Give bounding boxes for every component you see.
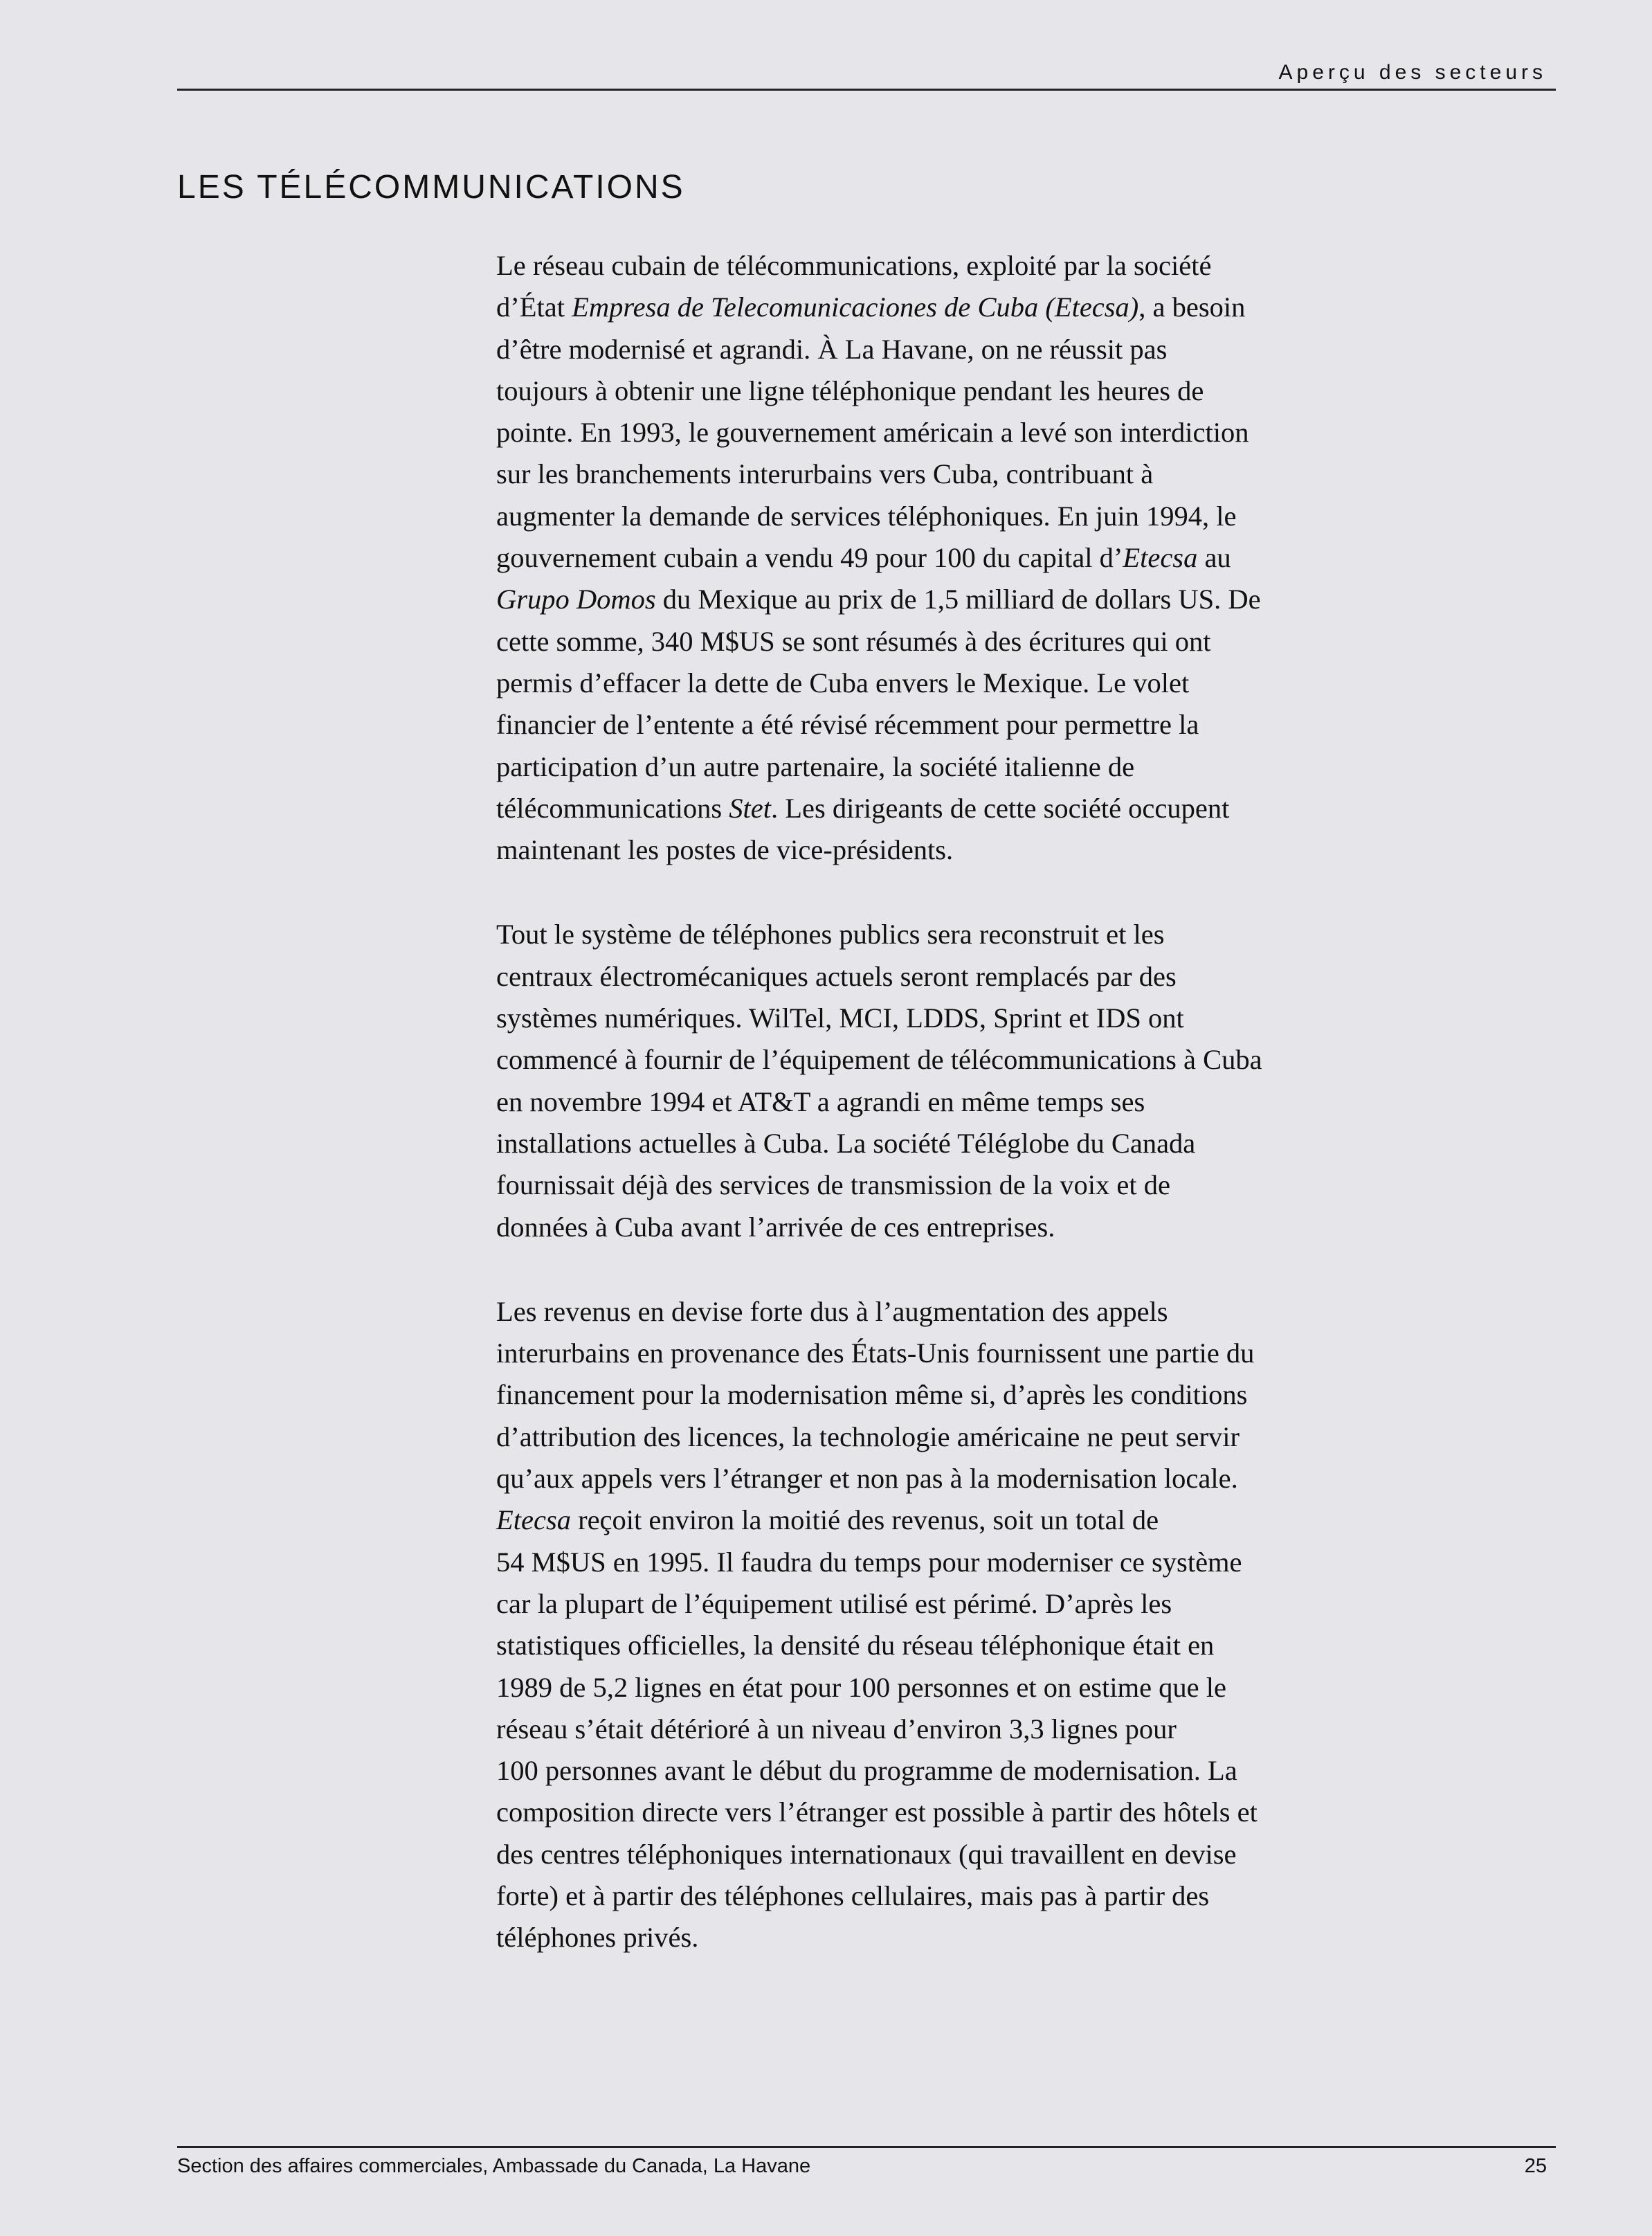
text-run: centraux électromécaniques actuels seront remplacés par des	[496, 960, 1177, 992]
text-run: financement pour la modernisation même si, d’après les conditions	[496, 1379, 1248, 1411]
text-run: téléphones privés.	[496, 1922, 699, 1954]
text-run: interurbains en provenance des États-Unis fournissent une partie du	[496, 1337, 1255, 1369]
text-run: systèmes numériques. WilTel, MCI, LDDS, Sprint et IDS ont	[496, 1002, 1184, 1034]
text-run: Le réseau cubain de télécommunications, exploité par la société	[496, 250, 1212, 281]
text-line	[496, 1542, 1451, 1583]
text-run: augmenter la demande de services téléphoniques. En juin 1994, le	[496, 500, 1237, 532]
section-heading: LES TÉLÉCOMMUNICATIONS	[177, 169, 685, 206]
running-header: Aperçu des secteurs	[1278, 61, 1547, 84]
text-line	[496, 662, 1451, 704]
italic-text: Stet	[729, 792, 772, 824]
text-run: cette somme, 340 M$US se sont résumés à des écritures qui ont	[496, 625, 1211, 657]
text-run: financier de l’entente a été révisé récemment pour permettre la	[496, 709, 1199, 741]
text-line	[496, 829, 1451, 871]
page-number: 25	[1524, 2155, 1547, 2177]
text-run: au	[1197, 542, 1231, 574]
footer-source: Section des affaires commerciales, Ambassade du Canada, La Havane	[177, 2155, 811, 2177]
text-run: , a besoin	[1138, 291, 1246, 323]
text-run: car la plupart de l’équipement utilisé est périmé. D’après les	[496, 1587, 1172, 1619]
text-run: en novembre 1994 et AT&T a agrandi en même temps ses	[496, 1085, 1145, 1117]
text-line	[496, 621, 1451, 662]
text-run: reçoit environ la moitié des revenus, soit un total de	[570, 1504, 1159, 1536]
text-run: permis d’effacer la dette de Cuba envers le Mexique. Le volet	[496, 667, 1190, 698]
text-run: Les revenus en devise forte dus à l’augmentation des appels	[496, 1295, 1168, 1327]
text-line	[496, 1458, 1451, 1499]
text-line	[496, 956, 1451, 998]
text-run: participation d’un autre partenaire, la société italienne de	[496, 750, 1135, 782]
text-line	[496, 1708, 1451, 1750]
text-run: du Mexique au prix de 1,5 milliard de dollars US. De	[655, 584, 1261, 615]
text-line	[496, 1123, 1451, 1164]
text-run: gouvernement cubain a vendu 49 pour 100 du capital d’	[496, 542, 1123, 574]
text-run: 1989 de 5,2 lignes en état pour 100 personnes et on estime que le	[496, 1671, 1226, 1703]
text-run: réseau s’était détérioré à un niveau d’environ 3,3 lignes pour	[496, 1713, 1177, 1744]
text-line	[496, 704, 1451, 746]
text-run: toujours à obtenir une ligne téléphonique pendant les heures de	[496, 375, 1204, 406]
text-line	[496, 370, 1451, 412]
body-text	[496, 245, 1451, 2002]
text-run: d’être modernisé et agrandi. À La Havane, on ne réussit pas	[496, 333, 1168, 365]
text-line	[496, 453, 1451, 495]
text-line	[496, 1081, 1451, 1123]
text-line	[496, 245, 1451, 287]
paragraph-1	[496, 245, 1451, 871]
text-line	[496, 788, 1451, 829]
paragraph-2	[496, 914, 1451, 1247]
text-run: 100 personnes avant le début du programme de modernisation. La	[496, 1755, 1237, 1787]
footer-rule	[177, 2146, 1556, 2148]
text-line	[496, 1667, 1451, 1708]
text-line	[496, 1625, 1451, 1666]
text-line	[496, 1039, 1451, 1081]
text-line	[496, 1750, 1451, 1792]
text-run: forte) et à partir des téléphones cellulaires, mais pas à partir des	[496, 1879, 1210, 1911]
text-line	[496, 746, 1451, 788]
text-run: installations actuelles à Cuba. La société Téléglobe du Canada	[496, 1127, 1196, 1159]
text-line	[496, 1207, 1451, 1248]
text-line	[496, 1834, 1451, 1875]
text-line	[496, 287, 1451, 328]
text-run: qu’aux appels vers l’étranger et non pas à la modernisation locale.	[496, 1463, 1238, 1495]
text-line	[496, 1333, 1451, 1374]
text-run: télécommunications	[496, 792, 729, 824]
text-line	[496, 1374, 1451, 1416]
text-run: maintenant les postes de vice-présidents.	[496, 834, 954, 866]
text-line	[496, 1917, 1451, 1958]
text-line	[496, 412, 1451, 453]
text-run: composition directe vers l’étranger est possible à partir des hôtels et	[496, 1796, 1258, 1828]
text-run: . Les dirigeants de cette société occupent	[771, 792, 1230, 824]
text-run: données à Cuba avant l’arrivée de ces entreprises.	[496, 1211, 1055, 1243]
italic-text: Empresa de Telecomunicaciones de Cuba (Etecsa)	[572, 291, 1139, 323]
text-line	[496, 1164, 1451, 1206]
text-run: statistiques officielles, la densité du réseau téléphonique était en	[496, 1630, 1215, 1661]
italic-text: Grupo Domos	[496, 584, 656, 615]
text-run: des centres téléphoniques internationaux (qui travaillent en devise	[496, 1838, 1237, 1870]
text-run: 54 M$US en 1995. Il faudra du temps pour moderniser ce système	[496, 1546, 1242, 1578]
text-run: sur les branchements interurbains vers Cuba, contribuant à	[496, 458, 1154, 490]
text-run: fournissait déjà des services de transmission de la voix et de	[496, 1169, 1170, 1201]
italic-text: Etecsa	[496, 1504, 571, 1536]
paragraph-3	[496, 1291, 1451, 1959]
header-rule	[177, 89, 1556, 91]
text-run: Tout le système de téléphones publics sera reconstruit et les	[496, 919, 1165, 950]
text-line	[496, 579, 1451, 620]
text-line	[496, 1499, 1451, 1541]
text-line	[496, 1416, 1451, 1458]
text-run: commencé à fournir de l’équipement de télécommunications à Cuba	[496, 1044, 1262, 1076]
text-line	[496, 1875, 1451, 1917]
text-run: pointe. En 1993, le gouvernement américain a levé son interdiction	[496, 417, 1249, 449]
text-line	[496, 914, 1451, 955]
text-line	[496, 1291, 1451, 1333]
text-run: d’attribution des licences, la technologie américaine ne peut servir	[496, 1421, 1240, 1452]
text-line	[496, 537, 1451, 579]
text-line	[496, 1792, 1451, 1833]
text-line	[496, 329, 1451, 370]
text-line	[496, 496, 1451, 537]
text-line	[496, 998, 1451, 1039]
text-line	[496, 1583, 1451, 1625]
italic-text: Etecsa	[1123, 542, 1198, 574]
text-run: d’État	[496, 291, 572, 323]
